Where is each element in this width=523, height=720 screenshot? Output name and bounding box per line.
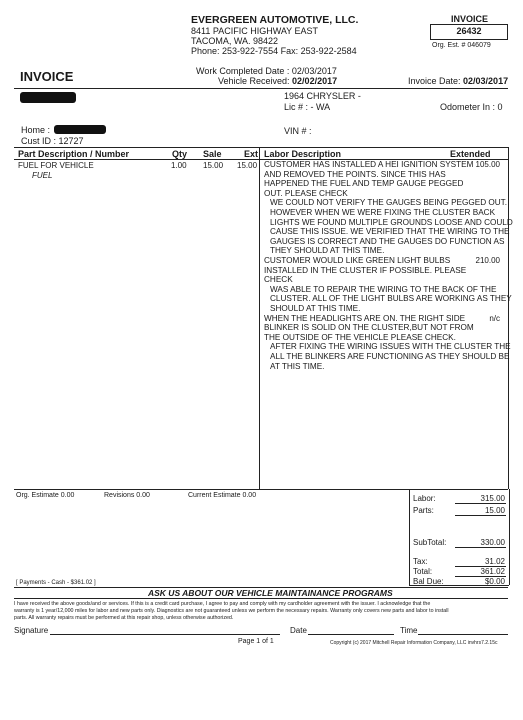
copyright: Copyright (c) 2017 Mitchell Repair Information Company, LLC invhrs7.2.15c xyxy=(330,640,498,646)
labor-amount: 105.00 xyxy=(475,160,500,169)
vehicle-license: Lic # : - WA xyxy=(284,102,331,112)
maintenance-banner: ASK US ABOUT OUR VEHICLE MAINTAINANCE PROGRAMS xyxy=(148,588,393,598)
work-completed-date: Work Completed Date : 02/03/2017 xyxy=(196,66,337,76)
labor-line: CHECK xyxy=(264,275,293,285)
invoice-box-label: INVOICE xyxy=(451,14,489,24)
labor-line: THEY SHOULD AT THIS TIME. xyxy=(270,246,385,256)
vehicle-vin: VIN # : xyxy=(284,126,312,136)
labor-total-label: Labor: xyxy=(413,494,436,503)
part-sale: 15.00 xyxy=(203,161,224,170)
labor-line: ALL THE BLINKERS ARE FUNCTIONING AS THEY SHOULD BE xyxy=(270,352,510,361)
payments-summary: [ Payments - Cash - $361.02 ] xyxy=(16,580,96,586)
home-phone-redacted xyxy=(54,125,106,134)
labor-line: CAUSE THIS ISSUE. WE VERIFIED THAT THE WIRING TO THE xyxy=(270,227,510,237)
labor-line: CUSTOMER HAS INSTALLED A HEI IGNITION SYSTEM xyxy=(264,160,474,169)
labor-line: WAS ABLE TO REPAIR THE WIRING TO THE BACK OF THE xyxy=(270,284,497,294)
labor-line: BLINKER IS SOLID ON THE CLUSTER,BUT NOT FROM xyxy=(264,323,474,333)
labor-header-extended: Extended xyxy=(450,149,491,159)
page-number: Page 1 of 1 xyxy=(238,638,274,645)
labor-total: 315.00 xyxy=(480,494,505,503)
labor-line: AT THIS TIME. xyxy=(270,361,325,371)
labor-line: AFTER FIXING THE WIRING ISSUES WITH THE CLUSTER THE xyxy=(270,342,511,352)
parts-labor-divider xyxy=(259,147,260,489)
invoice-date: Invoice Date: 02/03/2017 xyxy=(408,76,509,86)
home-phone-label: Home : xyxy=(21,125,51,135)
bal-due-label: Bal Due: xyxy=(413,577,444,586)
org-estimate: Org. Estimate 0.00 xyxy=(16,492,75,499)
current-estimate: Current Estimate 0.00 xyxy=(188,492,257,499)
page-title: INVOICE xyxy=(20,69,74,84)
odometer-in: Odometer In : 0 xyxy=(440,102,503,112)
tax-label: Tax: xyxy=(413,557,428,566)
subtotal-underline xyxy=(455,547,506,548)
signature-label: Signature xyxy=(14,626,49,635)
shop-phone: Phone: 253-922-7554 Fax: 253-922-2584 xyxy=(191,46,357,56)
org-est-number: Org. Est. # 046079 xyxy=(432,42,491,49)
legal-line-2: warranty is 1 year/12,000 miles for labor and new parts only. Diagnostics are not guaranteed unless we perform the necessary repairs. Warranty only covers new parts and labor to install xyxy=(14,608,449,614)
parts-total: 15.00 xyxy=(484,506,505,515)
labor-line: CUSTOMER WOULD LIKE GREEN LIGHT BULBS xyxy=(264,256,451,265)
shop-address-1: 8411 PACIFIC HIGHWAY EAST xyxy=(191,26,319,36)
labor-line: AND REMOVED THE POINTS. SINCE THIS HAS xyxy=(264,169,446,179)
table-top-border xyxy=(14,147,508,148)
parts-header-sale: Sale xyxy=(203,149,222,159)
part-ext: 15.00 xyxy=(237,161,258,170)
labor-line: GAUGES IS CORRECT AND THE GAUGES DO FUNCTION AS xyxy=(270,236,505,246)
parts-header-qty: Qty xyxy=(172,149,188,159)
labor-line: HOWEVER WHEN WE WERE FIXING THE CLUSTER BACK xyxy=(270,208,496,217)
vehicle-model: 1964 CHRYSLER - xyxy=(284,91,361,101)
labor-line: WE COULD NOT VERIFY THE GAUGES BEING PEGGED OUT. xyxy=(270,198,508,208)
vehicle-received-date: Vehicle Received: 02/02/2017 xyxy=(218,76,338,86)
shop-address-2: TACOMA, WA. 98422 xyxy=(191,36,279,46)
labor-amount: n/c xyxy=(489,313,500,323)
labor-line: CLUSTER. ALL OF THE LIGHT BULBS ARE WORKING AS THEY xyxy=(270,294,512,304)
header-divider xyxy=(14,88,508,89)
customer-id: Cust ID : 12727 xyxy=(21,136,84,146)
labor-line: INSTALLED IN THE CLUSTER IF POSSIBLE. PLEASE xyxy=(264,265,467,275)
tax: 31.02 xyxy=(484,557,505,566)
customer-name-redacted xyxy=(20,92,76,103)
date-line[interactable] xyxy=(308,634,394,635)
labor-line: LIGHTS WE FOUND MULTIPLE GROUNDS LOOSE AND COULD xyxy=(270,217,513,227)
revisions: Revisions 0.00 xyxy=(104,492,150,499)
labor-amount: 210.00 xyxy=(475,256,500,265)
labor-underline xyxy=(455,503,506,504)
date-label: Date xyxy=(290,626,307,635)
total-label: Total: xyxy=(413,567,433,576)
invoice-number: 26432 xyxy=(456,26,482,36)
table-right-border xyxy=(508,147,509,489)
labor-line: SHOULD AT THIS TIME. xyxy=(270,304,361,313)
part-qty: 1.00 xyxy=(171,161,187,170)
parts-underline xyxy=(455,515,506,516)
parts-total-label: Parts: xyxy=(413,506,434,515)
shop-name: EVERGREEN AUTOMOTIVE, LLC. xyxy=(191,14,359,26)
signature-line[interactable] xyxy=(50,634,280,635)
banner-bottom-border xyxy=(14,598,508,599)
total: 361.02 xyxy=(480,567,505,576)
time-label: Time xyxy=(400,626,418,635)
part-sub-description: FUEL xyxy=(32,171,53,180)
legal-line-3: parts. All warranty repairs must be performed at this repair shop, unless otherwise authorized. xyxy=(14,615,234,621)
part-description: FUEL FOR VEHICLE xyxy=(18,161,94,170)
parts-header-ext: Ext xyxy=(244,149,259,159)
parts-header-description: Part Description / Number xyxy=(18,149,130,159)
time-line[interactable] xyxy=(418,634,508,635)
bal-due: $0.00 xyxy=(484,577,505,586)
subtotal: 330.00 xyxy=(480,538,505,547)
labor-line: OUT. PLEASE CHECK xyxy=(264,188,348,198)
subtotal-label: SubTotal: xyxy=(413,538,447,547)
labor-line: THE OUTSIDE OF THE VEHICLE PLEASE CHECK. xyxy=(264,332,456,342)
labor-line: WHEN THE HEADLIGHTS ARE ON. THE RIGHT SIDE xyxy=(264,313,466,323)
labor-line: HAPPENED THE FUEL AND TEMP GAUGE PEGGED xyxy=(264,179,464,189)
labor-header-description: Labor Description xyxy=(264,149,342,159)
legal-line-1: I have received the above goods/and or services. If this is a credit card purchase, I agree to pay and comply with my cardholder agreement with the issuer. I acknowledge that the xyxy=(14,601,431,607)
